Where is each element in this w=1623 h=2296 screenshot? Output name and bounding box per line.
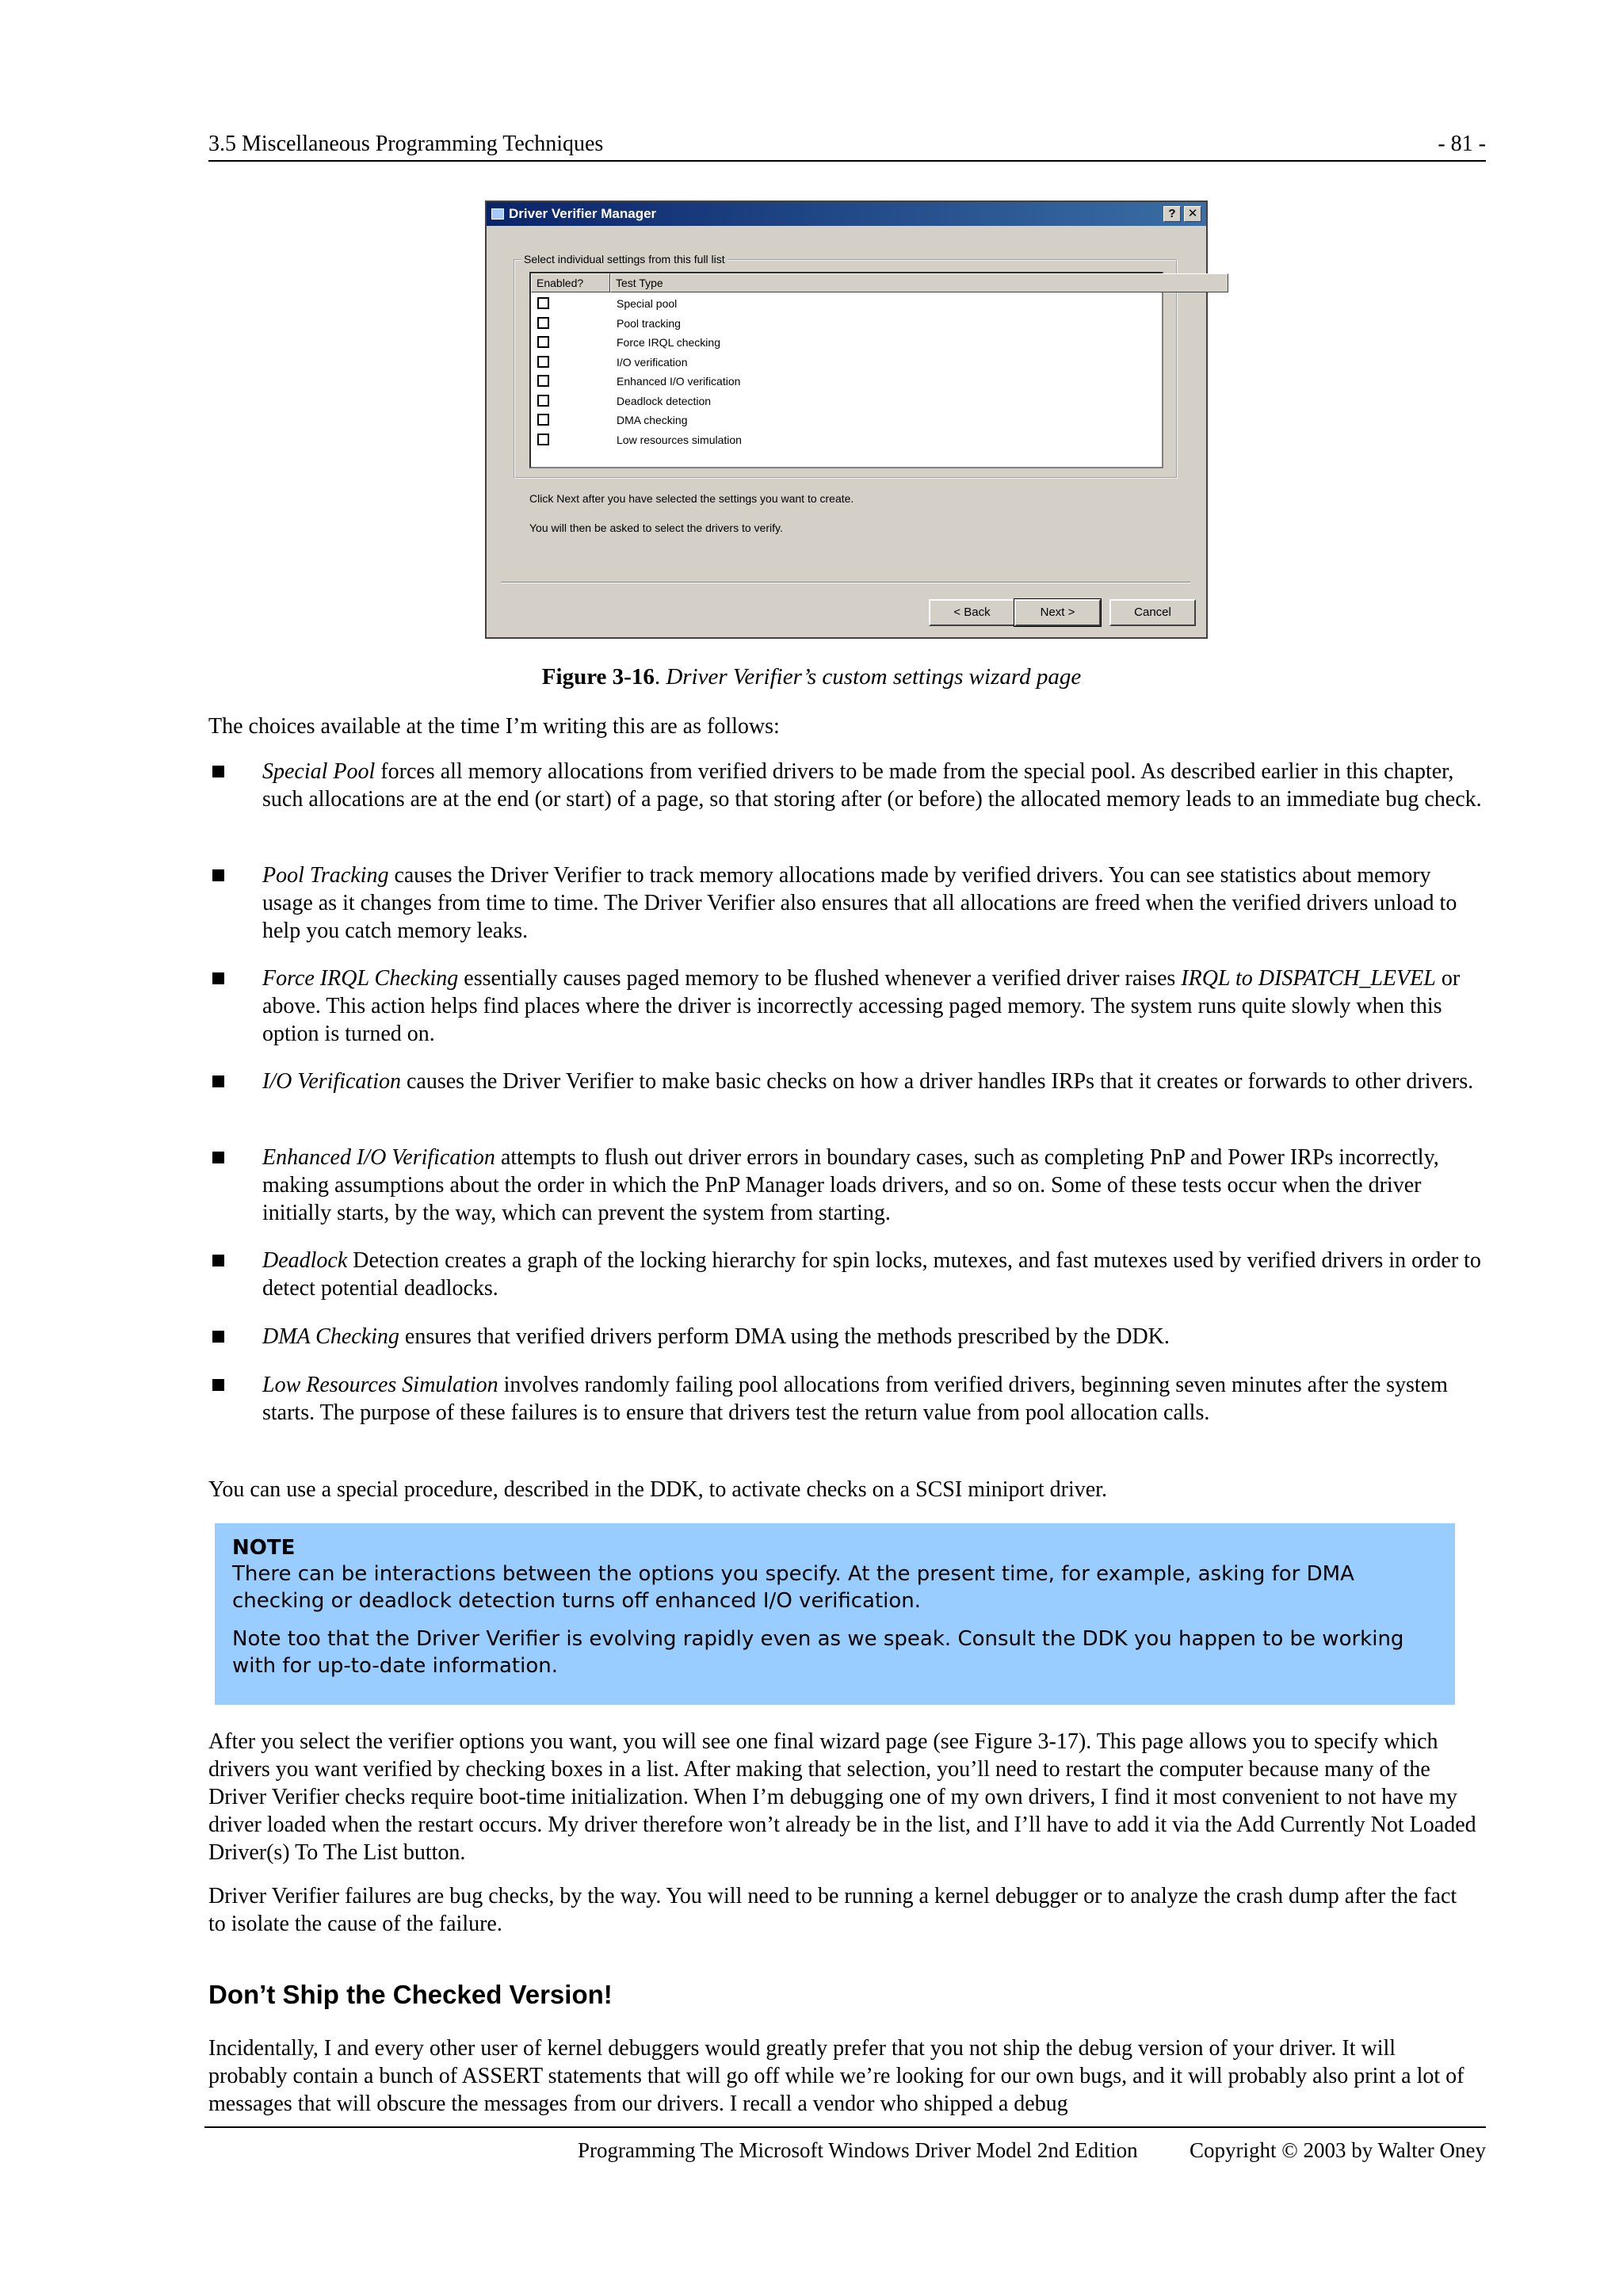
bullet-term: Special Pool [262, 759, 376, 784]
section-heading: Don’t Ship the Checked Version! [208, 1980, 613, 2009]
bullet-body: involves randomly failing pool allocations from verified drivers, beginning seven minutes after the system starts. The purpose of these failures is to ensure that drivers test the return value from pool allocation calls. [262, 1373, 1448, 1425]
test-type-label: Force IRQL checking [617, 336, 720, 349]
note-title: NOTE [232, 1536, 296, 1560]
bullet-body: causes the Driver Verifier to make basic checks on how a driver handles IRPs that it creates or forwards to other drivers. [400, 1069, 1474, 1094]
book-title: Programming The Microsoft Windows Driver Model 2nd Edition [578, 2138, 1138, 2162]
enabled-checkbox[interactable] [537, 414, 549, 426]
list-item[interactable] [531, 411, 1162, 430]
bullet-term: Pool Tracking [262, 863, 389, 888]
note-paragraph: There can be interactions between the options you specify. At the present time, for example, asking for DMA checking or deadlock detection turns off enhanced I/O verification. [232, 1562, 1354, 1613]
test-type-label: Enhanced I/O verification [617, 375, 741, 388]
bullet-icon [212, 972, 224, 984]
test-type-label: Low resources simulation [617, 433, 742, 446]
bullet-term: Deadlock [262, 1248, 348, 1273]
bullet-term: I/O Verification [262, 1069, 401, 1094]
list-item[interactable] [531, 333, 1162, 353]
back-button[interactable]: < Back [929, 599, 1015, 626]
body-paragraph: Driver Verifier failures are bug checks, by the way. You will need to be running a kernel debugger or to analyze the crash dump after the fact to isolate the cause of the failure. [208, 1884, 1457, 1936]
bullet-body: attempts to flush out driver errors in boundary cases, such as completing PnP and Power IRPs incorrectly, making assumptions about the order in which the PnP Manager loads drivers, and so on. Some of these tests occur when the driver initially starts, by the way, which can prevent the system from starting. [262, 1145, 1439, 1225]
enabled-checkbox[interactable] [537, 317, 549, 329]
bullet-icon [212, 1255, 224, 1266]
body-paragraph: After you select the verifier options you want, you will see one final wizard page (see Figure 3-17). This page allows you to specify which drivers you want verified by checking boxes in a list. After making that selection, you’ll need to restart the computer because many of the Driver Verifier checks require boot-time initialization. When I’m debugging one of my own drivers, I find it most convenient to not have my driver loaded when the restart occurs. My driver therefore won’t already be in the list, and I’ll have to add it via the Add Currently Not Loaded Driver(s) To The List button. [208, 1729, 1476, 1865]
list-item [262, 1247, 1483, 1302]
bullet-body: Detection creates a graph of the locking hierarchy for spin locks, mutexes, and fast mutexes used by verified drivers in order to detect potential deadlocks. [262, 1248, 1481, 1301]
bullet-body: or above. This action helps find places where the driver is incorrectly accessing paged memory. The system runs quite slowly when this option is turned on. [262, 966, 1461, 1046]
bullet-body: ensures that verified drivers perform DMA using the methods prescribed by the DDK. [399, 1324, 1170, 1349]
groupbox-label: Select individual settings from this full list [521, 251, 727, 267]
enabled-checkbox[interactable] [537, 356, 549, 368]
figure-number: Figure 3-16 [541, 664, 655, 690]
bullet-body: essentially causes paged memory to be flushed whenever a verified driver raises [458, 966, 1182, 991]
column-enabled[interactable]: Enabled? [531, 273, 610, 292]
bullet-term: IRQL to DISPATCH_LEVEL [1181, 966, 1436, 991]
list-item[interactable] [531, 372, 1162, 392]
column-test-type[interactable]: Test Type [610, 273, 1228, 292]
scsi-paragraph: You can use a special procedure, described in the DDK, to activate checks on a SCSI miniport driver. [208, 1477, 1107, 1502]
bullet-icon [212, 1075, 224, 1087]
bullet-icon [212, 766, 224, 777]
caption-separator: . [654, 664, 666, 690]
list-item [262, 1144, 1483, 1227]
button-separator [501, 582, 1190, 583]
bullet-term: DMA Checking [262, 1324, 399, 1349]
settings-list[interactable] [529, 272, 1163, 468]
list-item [262, 758, 1483, 813]
page-footer [204, 2126, 1486, 2160]
test-type-label: Pool tracking [617, 316, 681, 330]
enabled-checkbox[interactable] [537, 395, 549, 407]
bullet-term: Force IRQL Checking [262, 966, 459, 991]
dialog-titlebar [487, 202, 1206, 226]
body-paragraph: Incidentally, I and every other user of kernel debuggers would greatly prefer that you not ship the debug version of your driver. It will probably contain a bunch of ASSERT statements that will go off while we’re looking for our own bugs, and it will probably also print a lot of messages that will obscure the messages from our drivers. I recall a vendor who shipped a debug [208, 2036, 1465, 2116]
list-item[interactable] [531, 314, 1162, 334]
driver-verifier-dialog [485, 201, 1208, 639]
enabled-checkbox[interactable] [537, 297, 549, 309]
list-item[interactable] [531, 294, 1162, 314]
figure-title: Driver Verifier’s custom settings wizard page [666, 664, 1082, 690]
list-item [262, 1068, 1483, 1095]
test-type-label: I/O verification [617, 355, 688, 369]
list-item[interactable] [531, 430, 1162, 450]
cancel-button[interactable]: Cancel [1109, 599, 1196, 626]
list-item[interactable] [531, 392, 1162, 411]
bullet-icon [212, 1379, 224, 1391]
bullet-icon [212, 869, 224, 881]
page-number: - 81 - [1438, 132, 1486, 156]
bullet-term: Enhanced I/O Verification [262, 1145, 495, 1170]
enabled-checkbox[interactable] [537, 375, 549, 387]
list-item [262, 1323, 1483, 1350]
list-item [262, 965, 1483, 1048]
help-button[interactable]: ? [1163, 206, 1181, 222]
bullet-icon [212, 1152, 224, 1163]
next-button[interactable]: Next > [1014, 599, 1101, 626]
section-title: 3.5 Miscellaneous Programming Techniques [208, 132, 604, 156]
list-header [531, 273, 1162, 294]
test-type-label: Special pool [617, 297, 678, 310]
figure-caption [0, 661, 1623, 693]
bullet-body: forces all memory allocations from verified drivers to be made from the special pool. As described earlier in this chapter, such allocations are at the end (or start) of a page, so that storing after (or before) the allocated memory leads to an immediate bug check. [262, 759, 1482, 812]
intro-paragraph: The choices available at the time I’m writing this are as follows: [208, 714, 780, 739]
note-paragraph: Note too that the Driver Verifier is evolving rapidly even as we speak. Consult the DDK you happen to be working with for up-to-date information. [232, 1627, 1404, 1678]
list-item [262, 861, 1483, 945]
test-type-label: Deadlock detection [617, 394, 712, 407]
page-header [208, 128, 1486, 162]
dialog-title: Driver Verifier Manager [509, 206, 657, 221]
note-box [215, 1523, 1455, 1705]
enabled-checkbox[interactable] [537, 434, 549, 445]
test-type-label: DMA checking [617, 414, 688, 426]
bullet-icon [212, 1331, 224, 1343]
instruction-text: Click Next after you have selected the settings you want to create. [529, 492, 854, 505]
app-icon [491, 208, 504, 220]
list-item [262, 1371, 1483, 1427]
enabled-checkbox[interactable] [537, 336, 549, 348]
copyright: Copyright © 2003 by Walter Oney [1189, 2138, 1486, 2162]
close-button[interactable]: ✕ [1184, 206, 1201, 222]
instruction-text: You will then be asked to select the drivers to verify. [529, 521, 783, 534]
bullet-term: Low Resources Simulation [262, 1373, 498, 1397]
list-item[interactable] [531, 353, 1162, 372]
bullet-body: causes the Driver Verifier to track memory allocations made by verified drivers. You can see statistics about memory usage as it changes from time to time. The Driver Verifier also ensures that all allocations are freed when the verified drivers unload to help you catch memory leaks. [262, 863, 1457, 943]
